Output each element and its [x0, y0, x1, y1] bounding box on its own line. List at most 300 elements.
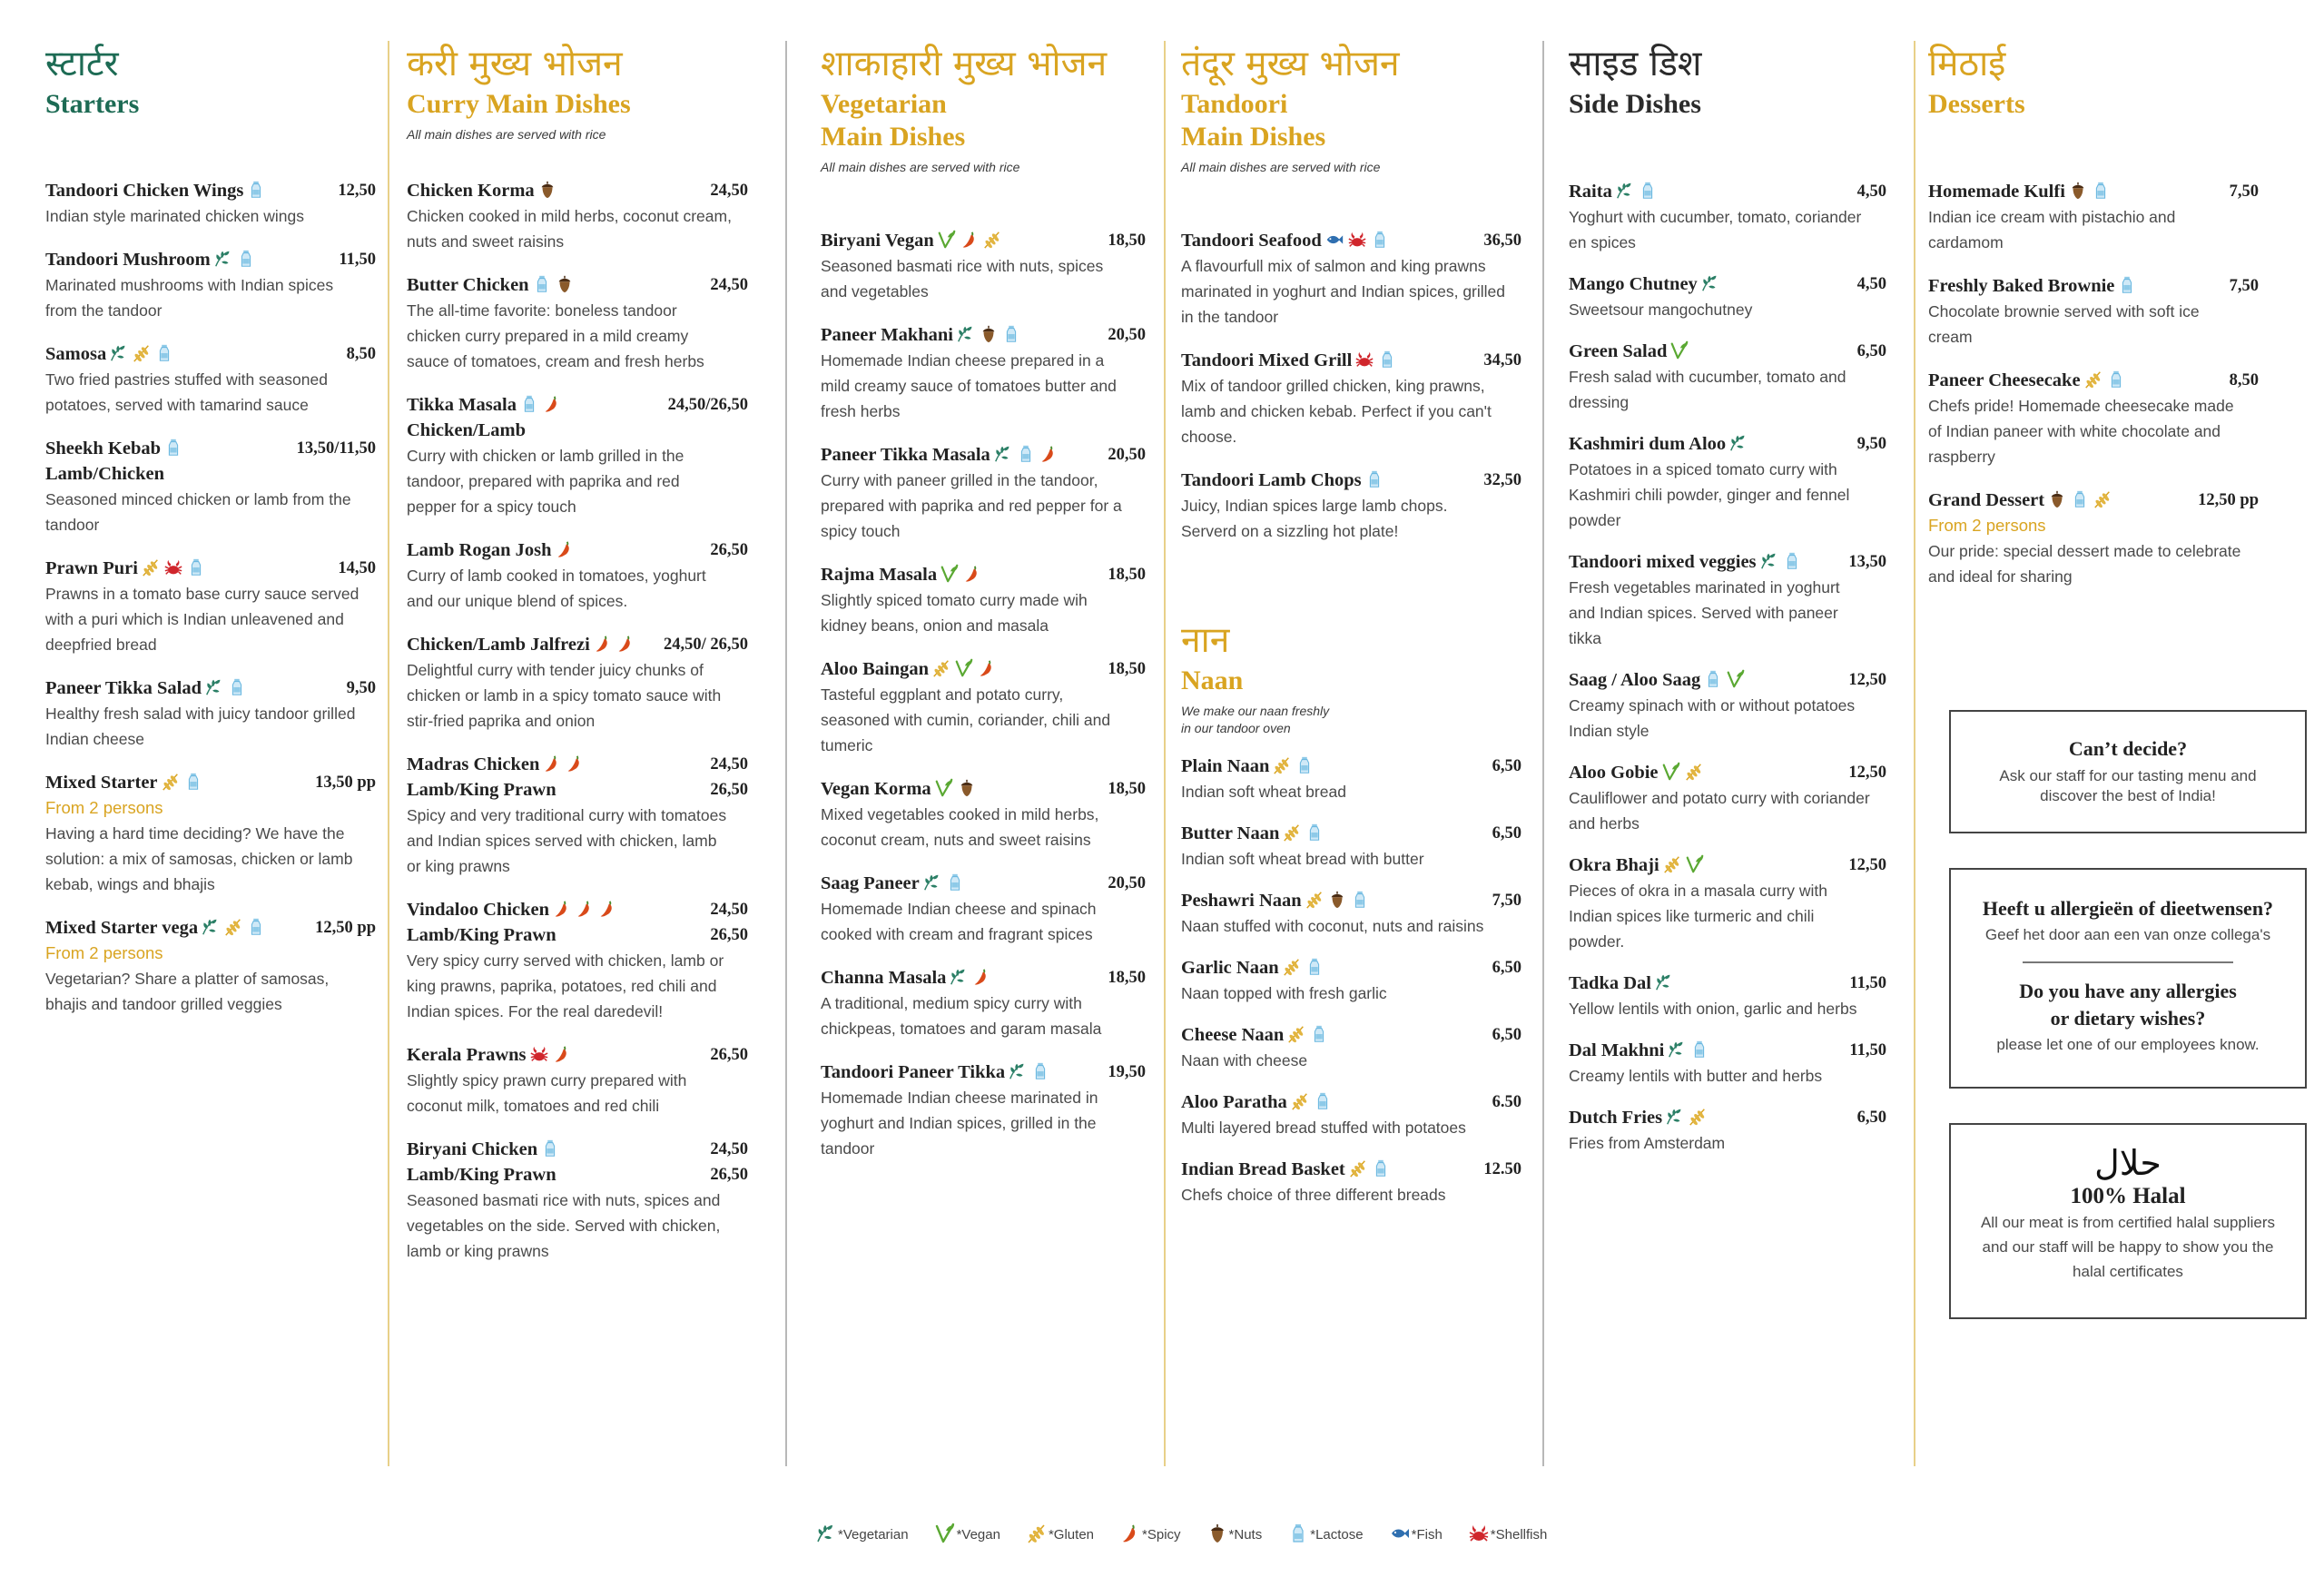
item-price: [710, 1042, 748, 1068]
item-price: [1108, 228, 1146, 253]
menu-item: [1181, 1022, 1521, 1073]
menu-item: [1181, 468, 1521, 544]
menu-item: [1181, 955, 1521, 1006]
lactose-icon: [1030, 1061, 1050, 1083]
item-name-line: Cheese Naan: [1181, 1025, 1285, 1045]
curry-hindi-heading: करी मुख्य भोजन: [407, 44, 623, 84]
item-description: Indian ice cream with pistachio and cardamom: [1928, 208, 2176, 251]
item-price: [1108, 442, 1146, 468]
item-price: [1108, 1060, 1146, 1085]
item-name-line: Garlic Naan: [1181, 958, 1279, 978]
item-price-line: 18,50: [1108, 780, 1146, 798]
item-price: [347, 341, 376, 367]
item-price-line: 18,50: [1108, 566, 1146, 584]
item-price-line: 6,50: [1492, 757, 1521, 775]
legend-label: *Vegetarian: [838, 1527, 909, 1543]
legend-item-shellfish: [1468, 1523, 1548, 1548]
item-price: [1492, 754, 1521, 779]
vegetarian-icon: [1759, 551, 1779, 573]
fish-icon: [1389, 1523, 1411, 1548]
vegetarian-icon: [1008, 1061, 1028, 1083]
gluten-icon: [1282, 957, 1302, 979]
item-description: Healthy fresh salad with juicy tandoor grilled Indian cheese: [45, 705, 356, 748]
spicy-icon: [960, 230, 980, 251]
vegetarian-hindi-heading: शाकाहारी मुख्य भोजन: [821, 44, 1108, 84]
item-name-line: Sheekh Kebab: [45, 439, 162, 458]
nuts-icon: [555, 274, 575, 296]
menu-item: [1569, 339, 1886, 415]
legend-label: *Lactose: [1310, 1527, 1364, 1543]
menu-item: [407, 632, 748, 734]
item-price-line: 12,50 pp: [315, 919, 376, 937]
menu-item: [1928, 273, 2259, 350]
item-description: Curry with chicken or lamb grilled in the tandoor, prepared with paprika and red pepper for a spicy touch: [407, 447, 684, 516]
lactose-icon: [186, 557, 206, 579]
item-name-line: Tandoori mixed veggies: [1569, 552, 1757, 572]
menu-item: [821, 562, 1146, 638]
item-description: Mix of tandoor grilled chicken, king prawns, lamb and chicken kebab. Perfect if you can't choose.: [1181, 377, 1492, 446]
item-name: [407, 1042, 748, 1068]
item-description: Seasoned minced chicken or lamb from the tandoor: [45, 490, 351, 534]
item-price: [1108, 871, 1146, 896]
nuts-icon: [1206, 1523, 1228, 1548]
starters-hindi-heading: स्टार्टर: [45, 44, 119, 84]
allergy-en-text: please let one of our employees know.: [1996, 1036, 2260, 1053]
legend-label: *Nuts: [1228, 1527, 1263, 1543]
item-name-line: Tadka Dal: [1569, 973, 1651, 993]
side-dishes-hindi-heading: साइड डिश: [1569, 44, 1702, 84]
item-price-line: 24,50: [710, 182, 748, 200]
allergy-nl-text: Geef het door aan een van onze collega's: [1984, 926, 2271, 943]
allergy-en-title: Do you have any allergies or dietary wishes?: [2019, 980, 2237, 1030]
lactose-icon: [1370, 230, 1390, 251]
item-name: [45, 247, 376, 272]
item-name: [45, 556, 376, 581]
item-price-line: 12,50: [1848, 856, 1886, 874]
halal-arabic-logo: حلال: [2094, 1143, 2162, 1183]
item-name: [1569, 1105, 1886, 1130]
lactose-icon: [1377, 350, 1397, 371]
item-price-line: 26,50: [710, 926, 748, 944]
item-price: [710, 537, 748, 563]
item-description: A traditional, medium spicy curry with chickpeas, tomatoes and garam masala: [821, 994, 1102, 1038]
menu-item: [821, 656, 1146, 758]
item-price-line: 7,50: [2229, 277, 2259, 295]
item-name-line: Butter Chicken: [407, 275, 529, 295]
lactose-icon: [1313, 1091, 1333, 1113]
nuts-icon: [979, 324, 999, 346]
spicy-icon: [552, 1044, 572, 1066]
item-price: [1857, 271, 1886, 297]
item-price: [1848, 853, 1886, 878]
item-price-line: 8,50: [2229, 371, 2259, 389]
halal-title: 100% Halal: [2070, 1184, 2186, 1208]
item-description: Creamy spinach with or without potatoes Indian style: [1569, 696, 1856, 740]
menu-item: [1569, 1105, 1886, 1156]
item-price: [315, 770, 376, 795]
vegetarian-icon: [213, 249, 233, 271]
item-price: [710, 178, 748, 203]
menu-item: [1181, 888, 1521, 939]
item-price-line: 4,50: [1856, 182, 1886, 201]
item-description: Chocolate brownie served with soft ice cream: [1928, 302, 2200, 346]
item-name: [821, 322, 1146, 348]
gluten-icon: [132, 343, 152, 365]
vegetarian-icon: [1665, 1107, 1685, 1129]
item-name: [1569, 271, 1886, 297]
item-price-line: 18,50: [1108, 232, 1146, 250]
item-price: [1492, 821, 1521, 846]
item-price: [1857, 1105, 1886, 1130]
item-price-line: 24,50: [710, 1140, 748, 1158]
menu-item: [1569, 549, 1886, 651]
item-price: [1848, 667, 1886, 693]
gluten-icon: [1286, 1024, 1306, 1046]
item-price-line: 7,50: [1492, 892, 1521, 910]
menu-item: [1569, 431, 1886, 533]
item-name: [1181, 888, 1521, 913]
item-name-line: Biryani Vegan: [821, 231, 934, 251]
menu-item: [1181, 821, 1521, 872]
item-name: [821, 442, 1146, 468]
nuts-icon: [2068, 181, 2088, 202]
item-price: [664, 632, 748, 657]
menu-item: [1181, 228, 1521, 330]
item-name-line: Raita: [1569, 182, 1612, 202]
item-description: Naan with cheese: [1181, 1051, 1308, 1069]
item-description: Vegetarian? Share a platter of samosas, bhajis and tandoor grilled veggies: [45, 970, 330, 1013]
legend-label: *Shellfish: [1490, 1527, 1548, 1543]
item-price: [668, 392, 748, 418]
vegetarian-icon: [922, 872, 942, 894]
item-name-line: Paneer Cheesecake: [1928, 370, 2081, 390]
legend-item-vegan: [934, 1523, 1000, 1548]
column-divider: [1914, 41, 1915, 1466]
item-price-line: 14,50: [338, 559, 376, 577]
lactose-icon: [183, 772, 203, 793]
lactose-icon: [1309, 1024, 1329, 1046]
tandoori-section: [1181, 41, 1521, 540]
nuts-icon: [537, 180, 557, 202]
item-price-line: 32,50: [1483, 471, 1521, 489]
item-price-line: 6,50: [1492, 1026, 1521, 1044]
gluten-icon: [141, 557, 161, 579]
item-description: Our pride: special dessert made to celebrate and ideal for sharing: [1928, 542, 2241, 586]
item-price-line: 24,50: [710, 901, 748, 919]
vegetarian-icon: [1654, 972, 1674, 994]
item-subtitle: From 2 persons: [45, 798, 163, 817]
lactose-icon: [227, 677, 247, 699]
vegetarian-title: Vegetarian Main Dishes: [821, 89, 966, 152]
item-name: [1569, 339, 1886, 364]
menu-item: [407, 178, 748, 254]
side-dishes-section: [1569, 41, 1886, 1152]
menu-item: [45, 436, 376, 537]
menu-item: [1181, 348, 1521, 449]
item-price: [1108, 322, 1146, 348]
item-price-line: 6,50: [1856, 342, 1886, 360]
item-price: [710, 897, 748, 948]
item-name-line: Vegan Korma: [821, 779, 931, 799]
item-name: [1569, 179, 1886, 204]
item-price-line: 36,50: [1483, 232, 1521, 250]
gluten-icon: [1688, 1107, 1708, 1129]
desserts-section: [1928, 41, 2259, 586]
item-price-line: 24,50/26,50: [667, 396, 748, 414]
lactose-icon: [246, 917, 266, 939]
shellfish-icon: [1468, 1523, 1490, 1548]
item-price-line: 19,50: [1108, 1063, 1146, 1081]
menu-item: [1569, 853, 1886, 954]
item-description: Chefs pride! Homemade cheesecake made of Indian paneer with white chocolate and raspberry: [1928, 397, 2234, 466]
item-price: [297, 436, 376, 461]
item-description: Yoghurt with cucumber, tomato, coriander en spices: [1569, 208, 1862, 251]
item-name-line: Tandoori Lamb Chops: [1181, 470, 1362, 490]
item-name: [821, 776, 1146, 802]
item-name: [1181, 754, 1521, 779]
item-description: Homemade Indian cheese prepared in a mild creamy sauce of tomatoes butter and fresh herbs: [821, 351, 1117, 420]
item-price-line: 6,50: [1856, 1109, 1886, 1127]
item-name-line: Chicken/Lamb Jalfrezi: [407, 635, 590, 655]
lactose-icon: [2106, 370, 2126, 391]
menu-item: [821, 228, 1146, 304]
item-name-line: Saag / Aloo Saag: [1569, 670, 1701, 690]
vegetarian-icon: [1615, 181, 1635, 202]
item-name: [45, 675, 376, 701]
lactose-icon: [1638, 181, 1658, 202]
item-price-line: 13,50: [1848, 553, 1886, 571]
allergy-divider: [2023, 961, 2233, 963]
vegetarian-icon: [956, 324, 976, 346]
lactose-icon: [1350, 890, 1370, 912]
item-name-line: Tandoori Mixed Grill: [1181, 350, 1353, 370]
lactose-icon: [246, 180, 266, 202]
naan-section: [1181, 617, 1521, 1204]
item-description: Chefs choice of three different breads: [1181, 1186, 1446, 1204]
item-price: [1108, 965, 1146, 991]
nuts-icon: [1327, 890, 1347, 912]
legend-item-gluten: [1026, 1523, 1094, 1548]
item-price: [339, 247, 376, 272]
item-price: [347, 675, 376, 701]
item-price-line: 6,50: [1492, 824, 1521, 843]
item-price-line: 12,50: [1848, 764, 1886, 782]
item-price-line: 7,50: [2229, 182, 2259, 201]
item-name-line: Freshly Baked Brownie: [1928, 276, 2115, 296]
side-dishes-title: Side Dishes: [1569, 89, 1701, 119]
curry-note: All main dishes are served with rice: [407, 127, 606, 142]
item-name: [1181, 955, 1521, 981]
halal-text: All our meat is from certified halal suppliers and our staff will be happy to show you the halal certificates: [1980, 1214, 2276, 1280]
tandoori-title: Tandoori Main Dishes: [1181, 89, 1326, 152]
item-name-line: Tandoori Paneer Tikka: [821, 1062, 1006, 1082]
item-name-line: Okra Bhaji: [1569, 855, 1659, 875]
item-subtitle: From 2 persons: [45, 943, 163, 962]
item-price: [1492, 955, 1521, 981]
item-name-line: Peshawri Naan: [1181, 891, 1302, 911]
vegetarian-icon: [993, 444, 1013, 466]
menu-item: [407, 752, 748, 879]
starters-title: Starters: [45, 89, 140, 119]
column-divider: [785, 41, 787, 1466]
item-description: Chicken cooked in mild herbs, coconut cream, nuts and sweet raisins: [407, 207, 732, 251]
lactose-icon: [2117, 275, 2137, 297]
vegetarian-section: [821, 41, 1146, 1158]
menu-item: [407, 897, 748, 1024]
item-description: A flavourfull mix of salmon and king prawns marinated in yoghurt and Indian spices, grilled in the tandoor: [1181, 257, 1506, 326]
item-price: [710, 1137, 748, 1188]
item-name-line: Biryani Chicken: [407, 1139, 538, 1159]
menu-item: [1928, 179, 2259, 255]
lactose-icon: [1305, 957, 1324, 979]
vegan-icon: [934, 778, 954, 800]
cant-decide-text: Ask our staff for our tasting menu and discover the best of India!: [1999, 767, 2257, 804]
item-name-line: Channa Masala: [821, 968, 947, 988]
item-name: [821, 965, 1146, 991]
item-description: Delightful curry with tender juicy chunks of chicken or lamb in a spicy tomato sauce with stir-fried paprika and onion: [407, 661, 722, 730]
item-price: [1108, 562, 1146, 587]
item-price-line: 6.50: [1492, 1093, 1521, 1111]
item-description: Two fried pastries stuffed with seasoned potatoes, served with tamarind sauce: [45, 370, 328, 414]
fish-icon: [1324, 230, 1344, 251]
item-price: [1849, 971, 1886, 996]
naan-note: We make our naan freshly in our tandoor oven: [1181, 704, 1330, 735]
menu-item: [821, 322, 1146, 424]
shellfish-icon: [529, 1044, 549, 1066]
item-price: [1483, 468, 1521, 493]
lactose-icon: [1305, 823, 1324, 844]
legend-item-spicy: [1119, 1523, 1181, 1548]
gluten-icon: [161, 772, 181, 793]
spicy-icon: [555, 539, 575, 561]
item-name-line: Lamb/King Prawn: [407, 925, 556, 945]
item-price: [338, 178, 376, 203]
tandoori-hindi-heading: तंदूर मुख्य भोजन: [1181, 44, 1400, 84]
item-price-line: 12,50: [338, 182, 376, 200]
vegan-icon: [937, 230, 957, 251]
item-price: [1857, 339, 1886, 364]
vegetarian-icon: [949, 967, 969, 989]
item-name-line: Kashmiri dum Aloo: [1569, 434, 1727, 454]
allergy-nl-title: Heeft u allergieën of dieetwensen?: [1982, 897, 2274, 920]
item-description: Yellow lentils with onion, garlic and herbs: [1569, 1000, 1857, 1018]
gluten-icon: [1662, 854, 1682, 876]
spicy-icon: [962, 564, 982, 586]
allergen-legend: [815, 1512, 1572, 1548]
column-divider: [1164, 41, 1166, 1466]
menu-item: [45, 247, 376, 323]
item-price-line: 12,50: [1848, 671, 1886, 689]
item-name-line: Plain Naan: [1181, 756, 1270, 776]
item-name: [407, 752, 748, 803]
legend-item-lactose: [1287, 1523, 1363, 1548]
item-description: Creamy lentils with butter and herbs: [1569, 1067, 1823, 1085]
item-name-line: Samosa: [45, 344, 107, 364]
item-price-line: 24,50/ 26,50: [663, 636, 748, 654]
spicy-icon: [615, 634, 635, 655]
lactose-icon: [154, 343, 174, 365]
lactose-icon: [945, 872, 965, 894]
item-name: [1569, 431, 1886, 457]
menu-item: [821, 965, 1146, 1041]
menu-item: [407, 1137, 748, 1264]
desserts-title: Desserts: [1928, 89, 2025, 119]
item-description: Marinated mushrooms with Indian spices from the tandoor: [45, 276, 334, 320]
item-name: [407, 537, 748, 563]
item-name: [1181, 348, 1521, 373]
item-name-line: Paneer Makhani: [821, 325, 953, 345]
item-description: Potatoes in a spiced tomato curry with Kashmiri chili powder, ginger and fennel powder: [1569, 460, 1850, 529]
item-name-line: Tandoori Seafood: [1181, 231, 1322, 251]
item-price: [1857, 431, 1886, 457]
item-name-line: Lamb Rogan Josh: [407, 540, 552, 560]
item-description: Mixed vegetables cooked in mild herbs, coconut cream, nuts and sweet raisins: [821, 805, 1099, 849]
gluten-icon: [1348, 1158, 1368, 1180]
item-name: [821, 562, 1146, 587]
menu-item: [821, 442, 1146, 544]
spicy-icon: [597, 899, 617, 921]
item-price-line: 13,50/11,50: [296, 439, 376, 458]
menu-item: [407, 392, 748, 519]
lactose-icon: [163, 438, 183, 459]
item-price: [710, 752, 748, 803]
item-name: [1569, 1038, 1886, 1063]
item-description: Very spicy curry served with chicken, lamb or king prawns, paprika, potatoes, red chili and Indian spices. For the real daredevil!: [407, 951, 724, 1020]
item-price: [2198, 488, 2259, 513]
lactose-icon: [2070, 489, 2090, 511]
item-name-line: Paneer Tikka Salad: [45, 678, 202, 698]
item-name-line: Vindaloo Chicken: [407, 900, 550, 920]
item-name: [1569, 549, 1886, 575]
item-description: Juicy, Indian spices large lamb chops. Serverd on a sizzling hot plate!: [1181, 497, 1448, 540]
allergy-box: [1949, 868, 2307, 1089]
item-price: [1483, 348, 1521, 373]
item-price-line: 26,50: [710, 1046, 748, 1064]
cant-decide-box: [1949, 710, 2307, 833]
vegan-icon: [940, 564, 960, 586]
item-description: Homemade Indian cheese and spinach cooked with cream and fragrant spices: [821, 900, 1097, 943]
item-description: Naan topped with fresh garlic: [1181, 984, 1387, 1002]
gluten-icon: [2083, 370, 2103, 391]
item-price: [1492, 1022, 1521, 1048]
lactose-icon: [1016, 444, 1036, 466]
item-description: Tasteful eggplant and potato curry, seasoned with cumin, coriander, chili and tumeric: [821, 685, 1111, 754]
item-description: Pieces of okra in a masala curry with Indian spices like turmeric and chili powder.: [1569, 882, 1827, 951]
item-name-line: Dal Makhni: [1569, 1040, 1665, 1060]
item-name: [407, 272, 748, 298]
item-description: Fresh vegetables marinated in yoghurt and Indian spices. Served with paneer tikka: [1569, 578, 1840, 647]
item-description: Indian style marinated chicken wings: [45, 207, 305, 225]
item-name: [1569, 971, 1886, 996]
menu-item: [821, 776, 1146, 853]
legend-label: *Spicy: [1142, 1527, 1181, 1543]
item-name: [1181, 1022, 1521, 1048]
spicy-icon: [542, 754, 562, 775]
legend-label: *Vegan: [956, 1527, 1000, 1543]
column-divider: [388, 41, 389, 1466]
item-name-line: Aloo Baingan: [821, 659, 930, 679]
vegetarian-icon: [204, 677, 224, 699]
item-name: [407, 178, 748, 203]
item-name-line: Homemade Kulfi: [1928, 182, 2065, 202]
lactose-icon: [1689, 1040, 1709, 1061]
menu-item: [407, 537, 748, 614]
gluten-icon: [1305, 890, 1324, 912]
item-description: Slightly spicy prawn curry prepared with coconut milk, tomatoes and red chili: [407, 1071, 687, 1115]
item-name-line: Madras Chicken: [407, 754, 540, 774]
item-name: [407, 1137, 748, 1188]
spicy-icon: [1039, 444, 1059, 466]
